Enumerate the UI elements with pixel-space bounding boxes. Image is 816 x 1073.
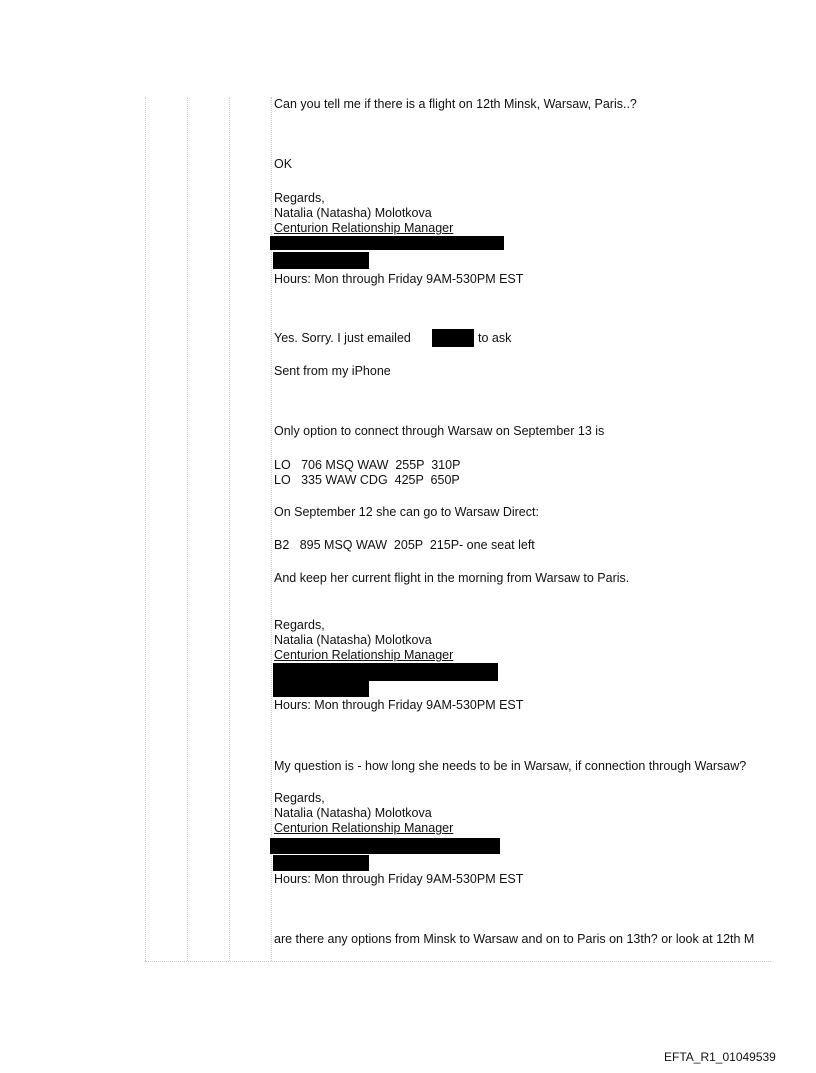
column-guide bbox=[271, 97, 272, 961]
signature-regards: Regards, bbox=[274, 618, 325, 632]
signature-hours: Hours: Mon through Friday 9AM-530PM EST bbox=[274, 272, 524, 286]
redaction-block bbox=[270, 838, 500, 854]
signature-hours: Hours: Mon through Friday 9AM-530PM EST bbox=[274, 872, 524, 886]
message-text: Sent from my iPhone bbox=[274, 364, 391, 378]
signature-title: Centurion Relationship Manager bbox=[274, 221, 454, 235]
message-text: And keep her current flight in the morning from Warsaw to Paris. bbox=[274, 571, 630, 585]
redaction-block bbox=[273, 681, 369, 697]
column-guide bbox=[229, 97, 230, 961]
signature-title: Centurion Relationship Manager bbox=[274, 648, 454, 662]
redaction-block bbox=[273, 663, 498, 681]
flight-line: LO 335 WAW CDG 425P 650P bbox=[274, 473, 460, 487]
signature-regards: Regards, bbox=[274, 791, 325, 805]
message-text: Only option to connect through Warsaw on September 13 is bbox=[274, 424, 605, 438]
signature-name: Natalia (Natasha) Molotkova bbox=[274, 206, 432, 220]
message-text: to ask bbox=[478, 331, 512, 345]
bates-number: EFTA_R1_01049539 bbox=[664, 1050, 776, 1064]
signature-name: Natalia (Natasha) Molotkova bbox=[274, 806, 432, 820]
message-text: Yes. Sorry. I just emailed bbox=[274, 331, 411, 345]
column-guide bbox=[187, 97, 188, 961]
column-guide bbox=[145, 97, 146, 961]
redaction-block bbox=[273, 252, 369, 269]
table-bottom-border bbox=[145, 961, 771, 962]
flight-line: LO 706 MSQ WAW 255P 310P bbox=[274, 458, 461, 472]
message-text: My question is - how long she needs to be in Warsaw, if connection through Warsaw? bbox=[274, 759, 747, 773]
redaction-block bbox=[270, 236, 504, 250]
message-text: On September 12 she can go to Warsaw Direct: bbox=[274, 505, 539, 519]
signature-title: Centurion Relationship Manager bbox=[274, 821, 454, 835]
redaction-block bbox=[273, 855, 369, 871]
signature-name: Natalia (Natasha) Molotkova bbox=[274, 633, 432, 647]
redaction-block bbox=[432, 329, 474, 347]
signature-regards: Regards, bbox=[274, 191, 325, 205]
message-text: OK bbox=[274, 157, 293, 171]
message-text: Can you tell me if there is a flight on 12th Minsk, Warsaw, Paris..? bbox=[274, 97, 637, 111]
message-text: are there any options from Minsk to Warsaw and on to Paris on 13th? or look at 12th M bbox=[274, 932, 755, 946]
flight-line: B2 895 MSQ WAW 205P 215P- one seat left bbox=[274, 538, 535, 552]
signature-hours: Hours: Mon through Friday 9AM-530PM EST bbox=[274, 698, 524, 712]
